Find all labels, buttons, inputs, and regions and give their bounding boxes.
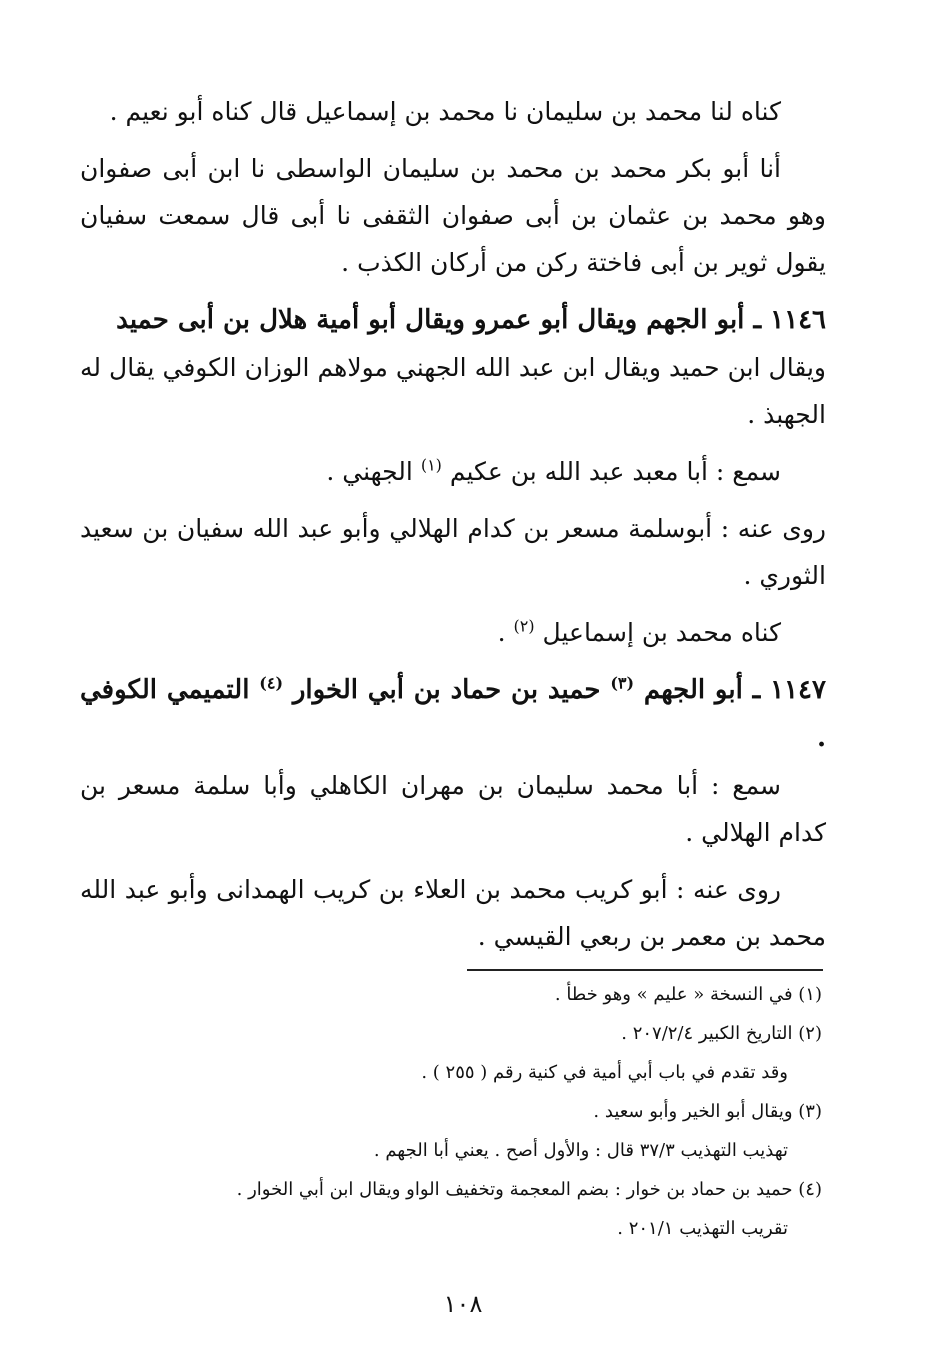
paragraph-kunya-abu-nuaym: كناه لنا محمد بن سليمان نا محمد بن إسماعيل قال كناه أبو نعيم . (109, 97, 781, 126)
footnote-divider (467, 969, 823, 971)
entry-heading-1146 (80, 296, 826, 344)
footnote-2: (٢) التاريخ الكبير ٢٠٧/٢/٤ . (621, 1023, 822, 1044)
entry-title-1146: ـ أبو الجهم ويقال أبو عمرو ويقال أبو أمية هلال بن أبى حميد (116, 305, 762, 335)
footnote-ref-3: (٣) (610, 673, 635, 693)
main-text (80, 88, 826, 970)
page-number: ١٠٨ (443, 1290, 483, 1318)
footnote-ref-2: (٢) (513, 616, 535, 636)
footnote-4-continuation: تقريب التهذيب ٢٠١/١ . (617, 1218, 788, 1239)
entry-number-1146: ١١٤٦ (770, 305, 826, 335)
paragraph-hilal-heard: سمع : أبا معبد عبد الله بن عكيم $^{(١)}$ الجهني . (326, 455, 781, 486)
footnote-1: (١) في النسخة « عليم » وهو خطأ . (554, 984, 822, 1005)
entry-number-1147: ١١٤٧ (770, 675, 826, 705)
paragraph-humayd-heard: سمع : أبا محمد سليمان بن مهران الكاهلي وأبا سلمة مسعر بن كدام الهلالي . (80, 771, 826, 847)
paragraph-humayd-narrators: روى عنه : أبو كريب محمد بن العلاء بن كريب الهمدانى وأبو عبد الله محمد بن معمر بن ربعي القيسي . (80, 875, 826, 951)
footnote-4: (٤) حميد بن حماد بن خوار : بضم المعجمة وتخفيف الواو ويقال ابن أبي الخوار . (236, 1179, 822, 1200)
footnotes (162, 978, 822, 1251)
footnote-ref-4: (٤) (259, 673, 284, 693)
footnote-3: (٣) ويقال أبو الخير وأبو سعيد . (593, 1101, 822, 1122)
footnote-3-continuation: تهذيب التهذيب ٣٧/٣ قال : والأول أصح . يعني أبا الجهم . (373, 1140, 788, 1161)
entry-heading-1147: ١١٤٧ ـ أبو الجهم $^{(٣)}$ حميد بن حماد بن أبي الخوار $^{(٤)}$ التميمي الكوفي . (80, 673, 826, 753)
paragraph-hilal-narrators: روى عنه : أبوسلمة مسعر بن كدام الهلالي وأبو عبد الله سفيان بن سعيد الثوري . (80, 514, 826, 590)
footnote-ref-1: (١) (420, 455, 442, 475)
paragraph-hilal-kunya: كناه محمد بن إسماعيل $^{(٢)}$ . (497, 616, 781, 647)
paragraph-hilal-names: ويقال ابن حميد ويقال ابن عبد الله الجهني مولاهم الوزان الكوفي يقال له الجهبذ . (80, 353, 826, 429)
paragraph-thuwayr: أنا أبو بكر محمد بن محمد بن سليمان الواسطى نا ابن أبى صفوان وهو محمد بن عثمان بن أبى صفوان الثقفى نا أبى قال سمعت سفيان يقول ثوير بن أبى فاختة ركن من أركان الكذب . (80, 154, 826, 277)
footnote-2-continuation: وقد تقدم في باب أبي أمية في كنية رقم ( ٢٥٥ ) . (421, 1062, 788, 1083)
